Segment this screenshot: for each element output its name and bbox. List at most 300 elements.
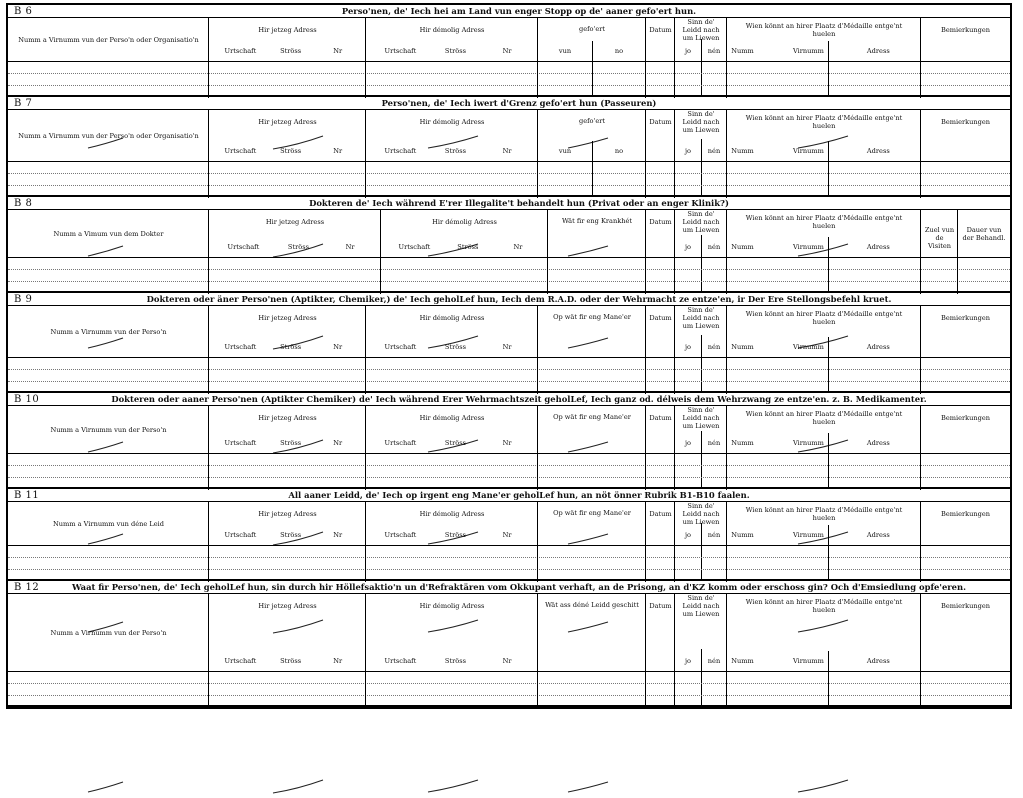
date-header: Datum — [649, 414, 672, 422]
address-sub-2: Nr — [502, 47, 512, 55]
section-title: Dokteren oder äner Perso'nen (Aptikter, Chemiker,) de' Iech geholLef hun, Iech dem R.A.D. oder der Wehrmacht ze entze'en, ir Der Ere Stellongsbefehl kruet. — [146, 294, 892, 304]
entry-row[interactable] — [8, 453, 1010, 489]
header-cell — [675, 502, 727, 545]
header-cell — [727, 594, 921, 671]
alive-yes: jo — [684, 343, 691, 351]
refractory-helpers-form — [6, 3, 1012, 709]
section-b-6 — [8, 5, 1010, 97]
remarks-header: Bemierkungen — [940, 414, 991, 422]
current-address-header: Hir jetzeg Adress — [258, 314, 317, 322]
header-cell — [675, 406, 727, 453]
name-header: Numm a Virnumm vun der Perso'n — [50, 327, 167, 336]
section-title-row — [8, 293, 1010, 306]
header-cell — [366, 18, 538, 61]
section-code: B 10 — [14, 394, 40, 405]
entry-cell[interactable] — [675, 546, 727, 582]
entry-cell[interactable] — [366, 672, 538, 708]
entry-cell[interactable] — [8, 162, 209, 198]
col3-sub-0: vun — [558, 147, 572, 155]
alive-yes: jo — [684, 439, 691, 447]
header-cell — [209, 502, 366, 545]
medal-sub-1: Virnumm — [793, 531, 824, 539]
address-sub-2: Nr — [345, 243, 355, 251]
entry-cell[interactable] — [646, 162, 675, 198]
header-cell — [8, 110, 209, 161]
former-address-header: Hir démolig Adress — [419, 118, 485, 126]
section-title-row — [8, 581, 1010, 594]
address-sub-1: Ströss — [444, 657, 466, 665]
entry-cell[interactable] — [209, 258, 381, 294]
address-sub-0: Urtschaft — [224, 657, 257, 665]
header-row — [8, 18, 1010, 61]
medal-sub-2: Adress — [866, 657, 890, 665]
header-cell — [8, 594, 209, 671]
medal-header: Wien könnt an hirer Plaatz d'Médaille entge'nt huelen — [745, 214, 903, 230]
section-title-row — [8, 97, 1010, 110]
alive-header: Sinn de' Leidd nach um Liewen — [682, 18, 720, 42]
pen-stroke — [568, 782, 608, 792]
header-cell — [538, 18, 646, 61]
medal-sub-1: Virnumm — [793, 47, 824, 55]
header-cell — [921, 18, 1010, 61]
medal-sub-2: Adress — [866, 439, 890, 447]
address-sub-2: Nr — [502, 343, 512, 351]
address-sub-0: Urtschaft — [384, 439, 417, 447]
section-code: B 7 — [14, 98, 33, 109]
alive-no: nén — [707, 439, 721, 447]
header-cell — [921, 306, 1010, 357]
date-header: Datum — [649, 218, 672, 226]
medal-sub-1: Virnumm — [793, 147, 824, 155]
alive-header: Sinn de' Leidd nach um Liewen — [682, 594, 720, 618]
entry-cell[interactable] — [366, 358, 538, 394]
entry-cell[interactable] — [921, 546, 1010, 582]
entry-cell[interactable] — [366, 162, 538, 198]
address-sub-2: Nr — [502, 439, 512, 447]
entry-cell[interactable] — [8, 258, 209, 294]
medal-sub-0: Numm — [731, 147, 754, 155]
address-sub-2: Nr — [502, 147, 512, 155]
alive-no: nén — [707, 531, 721, 539]
former-address-header: Hir démolig Adress — [419, 414, 485, 422]
alive-yes: jo — [684, 147, 691, 155]
entry-cell[interactable] — [538, 62, 646, 98]
section-title: Dokteren de' Iech während E'rer Illegalite't behandelt hun (Privat oder an enger Klinik?) — [309, 198, 729, 208]
col3-sub-0: vun — [558, 47, 572, 55]
header-cell — [675, 306, 727, 357]
pen-stroke — [428, 780, 478, 792]
medal-header: Wien könnt an hirer Plaatz d'Médaille entge'nt huelen — [745, 410, 903, 426]
date-header: Datum — [649, 602, 672, 610]
address-sub-0: Urtschaft — [384, 147, 417, 155]
name-header: Numm a Virnumm vun der Perso'n oder Organisatio'n — [18, 131, 199, 140]
col3-header: gefo'ert — [578, 117, 606, 125]
current-address-header: Hir jetzeg Adress — [265, 218, 325, 226]
address-sub-1: Ströss — [280, 531, 302, 539]
header-cell — [538, 502, 646, 545]
header-cell — [366, 306, 538, 357]
duration-header: Dauer vun der Behandl. — [962, 225, 1006, 242]
section-code: B 9 — [14, 294, 33, 305]
section-title: All aaner Leidd, de' Iech op irgent eng Mane'er geholLef hun, an nöt önner Rubrik B1-B10 faalen. — [288, 490, 750, 500]
alive-header: Sinn de' Leidd nach um Liewen — [682, 110, 720, 134]
entry-cell[interactable] — [675, 258, 727, 294]
section-code: B 12 — [14, 582, 40, 593]
header-cell — [675, 210, 727, 257]
medal-header: Wien könnt an hirer Plaatz d'Médaille entge'nt huelen — [745, 598, 903, 614]
section-code: B 6 — [14, 6, 33, 17]
date-header: Datum — [649, 26, 672, 34]
entry-cell[interactable] — [538, 162, 646, 198]
header-cell — [209, 594, 366, 671]
medal-header: Wien könnt an hirer Plaatz d'Médaille entge'nt huelen — [745, 22, 903, 38]
header-cell — [209, 18, 366, 61]
entry-cell[interactable] — [209, 358, 366, 394]
header-cell — [8, 502, 209, 545]
address-sub-1: Ströss — [280, 47, 302, 55]
entry-cell[interactable] — [538, 546, 646, 582]
header-cell — [727, 18, 921, 61]
current-address-header: Hir jetzeg Adress — [258, 26, 317, 34]
medal-sub-1: Virnumm — [793, 439, 824, 447]
entry-row[interactable] — [8, 357, 1010, 393]
entry-cell[interactable] — [727, 162, 921, 198]
header-cell — [538, 306, 646, 357]
section-title-row — [8, 489, 1010, 502]
current-address-header: Hir jetzeg Adress — [258, 510, 317, 518]
alive-header: Sinn de' Leidd nach um Liewen — [682, 210, 720, 234]
medal-sub-1: Virnumm — [793, 343, 824, 351]
former-address-header: Hir démolig Adress — [419, 314, 485, 322]
address-sub-0: Urtschaft — [224, 531, 257, 539]
header-cell — [646, 594, 675, 671]
header-cell — [646, 18, 675, 61]
remarks-header: Bemierkungen — [940, 118, 991, 126]
entry-cell[interactable] — [727, 258, 921, 294]
address-sub-0: Urtschaft — [224, 47, 257, 55]
former-address-header: Hir démolig Adress — [432, 218, 497, 226]
header-cell — [727, 210, 921, 257]
address-sub-0: Urtschaft — [224, 147, 257, 155]
current-address-header: Hir jetzeg Adress — [258, 414, 317, 422]
entry-cell[interactable] — [538, 358, 646, 394]
entry-cell[interactable] — [727, 62, 921, 98]
col3-sub-1: no — [614, 47, 624, 55]
medal-sub-2: Adress — [866, 343, 890, 351]
section-b-10 — [8, 393, 1010, 489]
entry-cell[interactable] — [675, 358, 727, 394]
header-cell — [538, 406, 646, 453]
entry-cell[interactable] — [366, 454, 538, 490]
entry-cell[interactable] — [646, 62, 675, 98]
address-sub-0: Urtschaft — [227, 243, 260, 251]
address-sub-2: Nr — [333, 657, 343, 665]
alive-yes: jo — [684, 531, 691, 539]
address-sub-2: Nr — [333, 439, 343, 447]
header-cell — [921, 406, 1010, 453]
section-b-8 — [8, 197, 1010, 293]
remarks-header: Bemierkungen — [940, 510, 991, 518]
section-code: B 8 — [14, 198, 33, 209]
col3-header: Op wät fir eng Mane'er — [553, 413, 631, 421]
header-row — [8, 210, 1010, 257]
address-sub-0: Urtschaft — [384, 531, 417, 539]
entry-cell[interactable] — [958, 258, 1010, 294]
address-sub-1: Ströss — [444, 47, 466, 55]
medal-sub-2: Adress — [866, 47, 890, 55]
address-sub-2: Nr — [502, 657, 512, 665]
entry-cell[interactable] — [8, 62, 209, 98]
name-header: Numm a Virnumm vun déne Leid — [53, 519, 164, 528]
address-sub-1: Ströss — [444, 147, 466, 155]
entry-cell[interactable] — [727, 546, 921, 582]
medal-header: Wien könnt an hirer Plaatz d'Médaille entge'nt huelen — [745, 310, 903, 326]
header-cell — [675, 18, 727, 61]
header-cell — [209, 406, 366, 453]
header-cell — [727, 406, 921, 453]
entry-cell[interactable] — [8, 672, 209, 708]
medal-sub-1: Virnumm — [793, 243, 824, 251]
header-cell — [958, 210, 1010, 257]
medal-sub-0: Numm — [731, 657, 754, 665]
entry-cell[interactable] — [675, 62, 727, 98]
header-cell — [366, 110, 538, 161]
alive-yes: jo — [684, 657, 691, 665]
entry-row[interactable] — [8, 671, 1010, 707]
address-sub-2: Nr — [333, 47, 343, 55]
section-b-11 — [8, 489, 1010, 581]
entry-cell[interactable] — [366, 62, 538, 98]
entry-cell[interactable] — [675, 672, 727, 708]
remarks-header: Bemierkungen — [940, 314, 991, 322]
section-title: Waat fir Perso'nen, de' Iech geholLef hun, sin durch hir Höllefsaktio'n un d'Refraktären vom Okkupant verhaft, an de Prisong, an d'KZ komm oder erschoss gin? Och d'Emsiedlung opfe'eren. — [71, 582, 967, 592]
entry-cell[interactable] — [209, 454, 366, 490]
current-address-header: Hir jetzeg Adress — [258, 602, 317, 610]
entry-cell[interactable] — [921, 358, 1010, 394]
alive-yes: jo — [684, 47, 691, 55]
medal-sub-0: Numm — [731, 47, 754, 55]
col3-header: Op wät fir eng Mane'er — [553, 509, 631, 517]
address-sub-1: Ströss — [457, 243, 479, 251]
header-cell — [921, 594, 1010, 671]
col3-header: Wät fir eng Krankhét — [561, 217, 633, 225]
entry-cell[interactable] — [209, 162, 366, 198]
entry-cell[interactable] — [921, 258, 958, 294]
name-header: Numm a Vimum vun dem Dokter — [53, 229, 164, 238]
header-cell — [366, 502, 538, 545]
current-address-header: Hir jetzeg Adress — [258, 118, 317, 126]
pen-stroke — [273, 780, 323, 793]
col3-sub-1: no — [614, 147, 624, 155]
header-cell — [921, 210, 958, 257]
entry-cell[interactable] — [921, 62, 1010, 98]
entry-row[interactable] — [8, 61, 1010, 97]
alive-no: nén — [707, 47, 721, 55]
entry-row[interactable] — [8, 545, 1010, 581]
pen-stroke — [798, 780, 848, 792]
entry-cell[interactable] — [8, 454, 209, 490]
remarks-header: Bemierkungen — [940, 602, 991, 610]
address-sub-2: Nr — [513, 243, 523, 251]
address-sub-1: Ströss — [287, 243, 309, 251]
header-cell — [209, 110, 366, 161]
date-header: Datum — [649, 314, 672, 322]
address-sub-1: Ströss — [280, 439, 302, 447]
header-row — [8, 110, 1010, 161]
medal-sub-0: Numm — [731, 343, 754, 351]
col3-header: gefo'ert — [578, 25, 606, 33]
date-header: Datum — [649, 118, 672, 126]
header-row — [8, 306, 1010, 357]
alive-yes: jo — [684, 243, 691, 251]
header-cell — [538, 594, 646, 671]
header-cell — [548, 210, 646, 257]
alive-header: Sinn de' Leidd nach um Liewen — [682, 306, 720, 330]
entry-cell[interactable] — [209, 672, 366, 708]
address-sub-0: Urtschaft — [384, 47, 417, 55]
alive-no: nén — [707, 243, 721, 251]
former-address-header: Hir démolig Adress — [419, 26, 485, 34]
address-sub-1: Ströss — [280, 657, 302, 665]
entry-cell[interactable] — [8, 546, 209, 582]
medal-sub-0: Numm — [731, 243, 754, 251]
section-code: B 11 — [14, 490, 40, 501]
address-sub-2: Nr — [502, 531, 512, 539]
section-title: Perso'nen, de' Iech hei am Land vun enger Stopp op de' aaner gefo'ert hun. — [341, 6, 697, 16]
name-header: Numm a Virnumm vun der Perso'n — [50, 425, 167, 434]
medal-header: Wien könnt an hirer Plaatz d'Médaille entge'nt huelen — [745, 114, 903, 130]
header-cell — [8, 18, 209, 61]
header-cell — [381, 210, 548, 257]
address-sub-2: Nr — [333, 531, 343, 539]
medal-sub-0: Numm — [731, 439, 754, 447]
header-row — [8, 594, 1010, 671]
entry-cell[interactable] — [8, 358, 209, 394]
header-cell — [727, 502, 921, 545]
name-header: Numm a Virnumm vun der Perso'n oder Organisatio'n — [18, 35, 199, 44]
section-title: Dokteren oder aaner Perso'nen (Aptikter Chemiker) de' Iech während Erer Wehrmachtszeit geholLef, Iech ganz od. délweis dem Wehrzwang ze entze'en. z. B. Medikamenter. — [111, 394, 927, 404]
header-cell — [366, 406, 538, 453]
name-header: Numm a Virnumm vun der Perso'n — [50, 628, 167, 637]
entry-cell[interactable] — [381, 258, 548, 294]
entry-cell[interactable] — [675, 162, 727, 198]
section-b-7 — [8, 97, 1010, 197]
entry-cell[interactable] — [209, 62, 366, 98]
header-cell — [646, 406, 675, 453]
header-cell — [675, 594, 727, 671]
alive-no: nén — [707, 147, 721, 155]
address-sub-1: Ströss — [444, 439, 466, 447]
alive-header: Sinn de' Leidd nach um Liewen — [682, 502, 720, 526]
section-b-12 — [8, 581, 1010, 707]
address-sub-2: Nr — [333, 343, 343, 351]
pen-stroke — [88, 782, 123, 792]
header-row — [8, 502, 1010, 545]
section-b-9 — [8, 293, 1010, 393]
header-cell — [209, 306, 366, 357]
col3-header: Wät ass déné Leidd geschitt — [545, 601, 639, 609]
entry-cell[interactable] — [727, 358, 921, 394]
entry-cell[interactable] — [538, 454, 646, 490]
entry-cell[interactable] — [646, 258, 675, 294]
section-title-row — [8, 197, 1010, 210]
header-cell — [646, 306, 675, 357]
medal-sub-1: Virnumm — [793, 657, 824, 665]
header-row — [8, 406, 1010, 453]
header-cell — [921, 502, 1010, 545]
section-title-row — [8, 393, 1010, 406]
address-sub-0: Urtschaft — [398, 243, 431, 251]
header-cell — [8, 306, 209, 357]
medal-sub-2: Adress — [866, 243, 890, 251]
address-sub-1: Ströss — [444, 531, 466, 539]
entry-row[interactable] — [8, 257, 1010, 293]
header-cell — [646, 210, 675, 257]
address-sub-0: Urtschaft — [384, 657, 417, 665]
address-sub-0: Urtschaft — [224, 439, 257, 447]
former-address-header: Hir démolig Adress — [419, 510, 485, 518]
entry-cell[interactable] — [921, 672, 1010, 708]
section-title: Perso'nen, de' Iech iwert d'Grenz gefo'ert hun (Passeuren) — [381, 98, 657, 108]
address-sub-1: Ströss — [444, 343, 466, 351]
address-sub-2: Nr — [333, 147, 343, 155]
header-cell — [646, 110, 675, 161]
entry-cell[interactable] — [646, 454, 675, 490]
entry-cell[interactable] — [548, 258, 646, 294]
entry-cell[interactable] — [727, 672, 921, 708]
alive-no: nén — [707, 343, 721, 351]
entry-cell[interactable] — [646, 672, 675, 708]
pen-strokes — [8, 762, 1010, 798]
header-cell — [921, 110, 1010, 161]
header-cell — [727, 110, 921, 161]
entry-cell[interactable] — [366, 546, 538, 582]
header-cell — [727, 306, 921, 357]
header-cell — [646, 502, 675, 545]
header-cell — [8, 406, 209, 453]
visits-header: Zuel vun de Visiten — [924, 225, 955, 250]
header-cell — [8, 210, 209, 257]
address-sub-1: Ströss — [280, 343, 302, 351]
entry-cell[interactable] — [921, 162, 1010, 198]
section-title-row — [8, 5, 1010, 18]
entry-cell[interactable] — [538, 672, 646, 708]
former-address-header: Hir démolig Adress — [419, 602, 485, 610]
alive-no: nén — [707, 657, 721, 665]
entry-cell[interactable] — [675, 454, 727, 490]
medal-sub-2: Adress — [866, 147, 890, 155]
date-header: Datum — [649, 510, 672, 518]
entry-cell[interactable] — [646, 546, 675, 582]
entry-cell[interactable] — [209, 546, 366, 582]
header-cell — [675, 110, 727, 161]
medal-sub-0: Numm — [731, 531, 754, 539]
col3-header: Op wät fir eng Mane'er — [553, 313, 631, 321]
header-cell — [538, 110, 646, 161]
remarks-header: Bemierkungen — [940, 26, 991, 34]
address-sub-0: Urtschaft — [384, 343, 417, 351]
entry-cell[interactable] — [646, 358, 675, 394]
address-sub-1: Ströss — [280, 147, 302, 155]
entry-row[interactable] — [8, 161, 1010, 197]
alive-header: Sinn de' Leidd nach um Liewen — [682, 406, 720, 430]
entry-cell[interactable] — [727, 454, 921, 490]
header-cell — [366, 594, 538, 671]
address-sub-0: Urtschaft — [224, 343, 257, 351]
entry-cell[interactable] — [921, 454, 1010, 490]
medal-sub-2: Adress — [866, 531, 890, 539]
header-cell — [209, 210, 381, 257]
